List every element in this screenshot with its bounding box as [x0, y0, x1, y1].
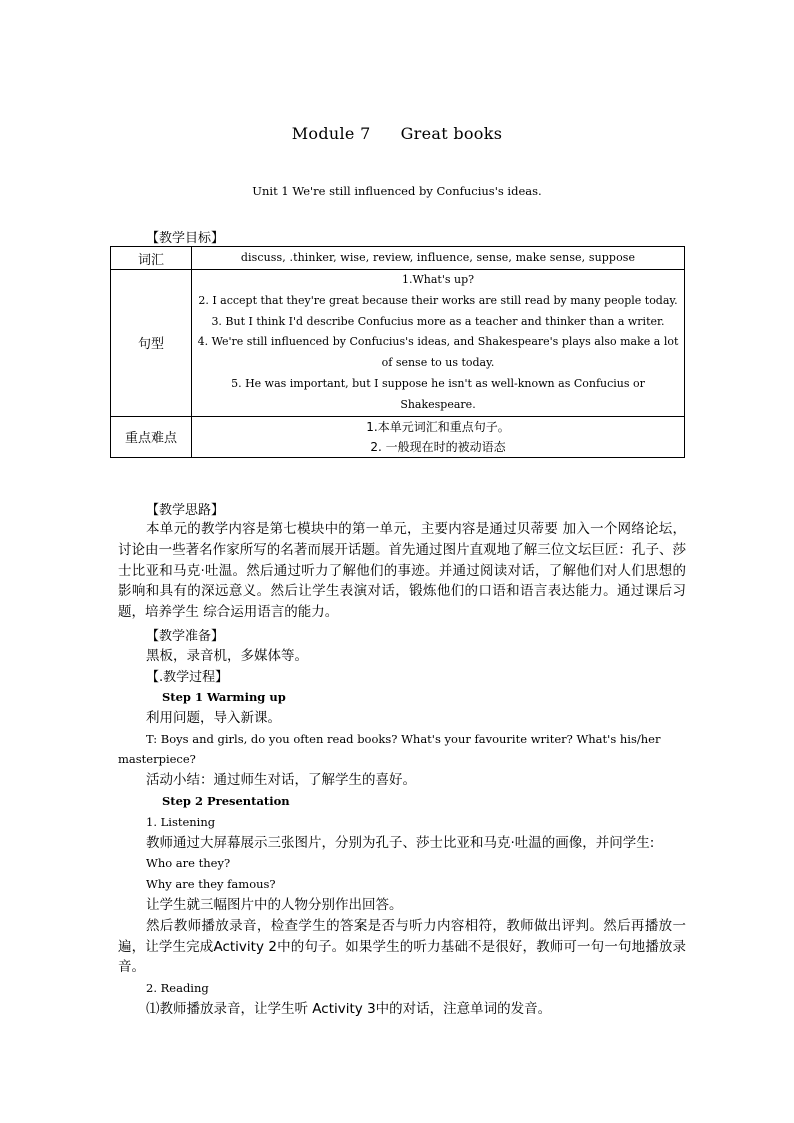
- module-number: Module 7: [291, 124, 371, 143]
- vocab-row: [111, 247, 685, 270]
- page-title: [0, 124, 794, 143]
- goals-table: [110, 246, 685, 458]
- thinking-section: [118, 519, 686, 623]
- listening-label: 1. Listening: [146, 814, 216, 829]
- thinking-paragraph: 本单元的教学内容是第七模块中的第一单元，主要内容是通过贝蒂要 加入一个网络论坛，讨论由一些著名作家所写的名著而展开话题。首先通过图片直观地了解三位文坛巨匠：孔子、莎士比亚和马克·吐温。然后通过听力了解他们的事迹。并通过阅读对话，了解他们对人们思想的影响和具有的深远意义。然后让学生表演对话，锻炼他们的口语和语言表达能力。通过课后习题，培养学生 综合运用语言的能力。: [118, 521, 686, 621]
- question-why: Why are they famous?: [146, 877, 276, 892]
- goals-heading: 【教学目标】: [146, 231, 225, 246]
- key-points-label: 重点难点: [111, 416, 192, 457]
- audio-paragraph: 然后教师播放录音，检查学生的答案是否与听力内容相符，教师做出评判。然后再播放一遍，让学生完成Activity 2中的句子。如果学生的听力基础不是很好，教师可一句一句地播放录音。: [118, 917, 686, 976]
- process-heading: 【.教学过程】: [146, 670, 229, 685]
- sentence-label: 句型: [111, 270, 192, 417]
- sentence-item: 4. We're still influenced by Confucius's ideas, and Shakespeare's plays also make a lot of sense to us today.: [197, 335, 679, 370]
- prep-section: [118, 646, 686, 667]
- unit-subtitle: Unit 1 We're still influenced by Confucius's ideas.: [252, 184, 542, 198]
- sentence-item: 2. I accept that they're great because their works are still read by many people today.: [198, 293, 678, 307]
- listening-paragraph: 教师通过大屏幕展示三张图片，分别为孔子、莎士比亚和马克·吐温的画像，并问学生:: [146, 834, 655, 851]
- step1-title: Step 1 Warming up: [162, 690, 286, 704]
- key-point-item: 2. 一般现在时的被动语态: [370, 439, 506, 454]
- process-section: [118, 687, 686, 1020]
- step1-summary: 活动小结：通过师生对话，了解学生的喜好。: [146, 772, 416, 789]
- sentence-item: 3. But I think I'd describe Confucius more as a teacher and thinker than a writer.: [211, 314, 665, 328]
- sentence-item: 1.What's up?: [401, 273, 475, 286]
- step1-question: T: Boys and girls, do you often read books? What's your favourite writer? What's his/her masterpiece?: [118, 731, 661, 767]
- step2-title: Step 2 Presentation: [162, 793, 290, 808]
- sentence-item: 5. He was important, but I suppose he isn't as well-known as Confucius or Shakespeare.: [231, 376, 645, 411]
- vocab-list: discuss, .thinker, wise, review, influence, sense, make sense, suppose: [192, 247, 685, 270]
- answer-paragraph: 让学生就三幅图片中的人物分别作出回答。: [146, 896, 403, 913]
- vocab-label: 词汇: [111, 247, 192, 270]
- prep-paragraph: 黑板，录音机，多媒体等。: [146, 648, 308, 664]
- question-who: Who are they?: [146, 856, 231, 871]
- key-points-row: [111, 416, 685, 457]
- step1-intro: 利用问题，导入新课。: [146, 709, 281, 726]
- reading-paragraph: ⑴教师播放录音，让学生听 Activity 3中的对话，注意单词的发音。: [146, 1000, 552, 1017]
- sentence-row: [111, 270, 685, 417]
- reading-label: 2. Reading: [146, 981, 209, 996]
- prep-heading: 【教学准备】: [146, 629, 225, 644]
- sentence-list: [192, 270, 685, 417]
- module-name: Great books: [400, 124, 503, 143]
- thinking-heading: 【教学思路】: [146, 503, 225, 518]
- key-points-list: [192, 416, 685, 457]
- key-point-item: 1.本单元词汇和重点句子。: [366, 419, 510, 434]
